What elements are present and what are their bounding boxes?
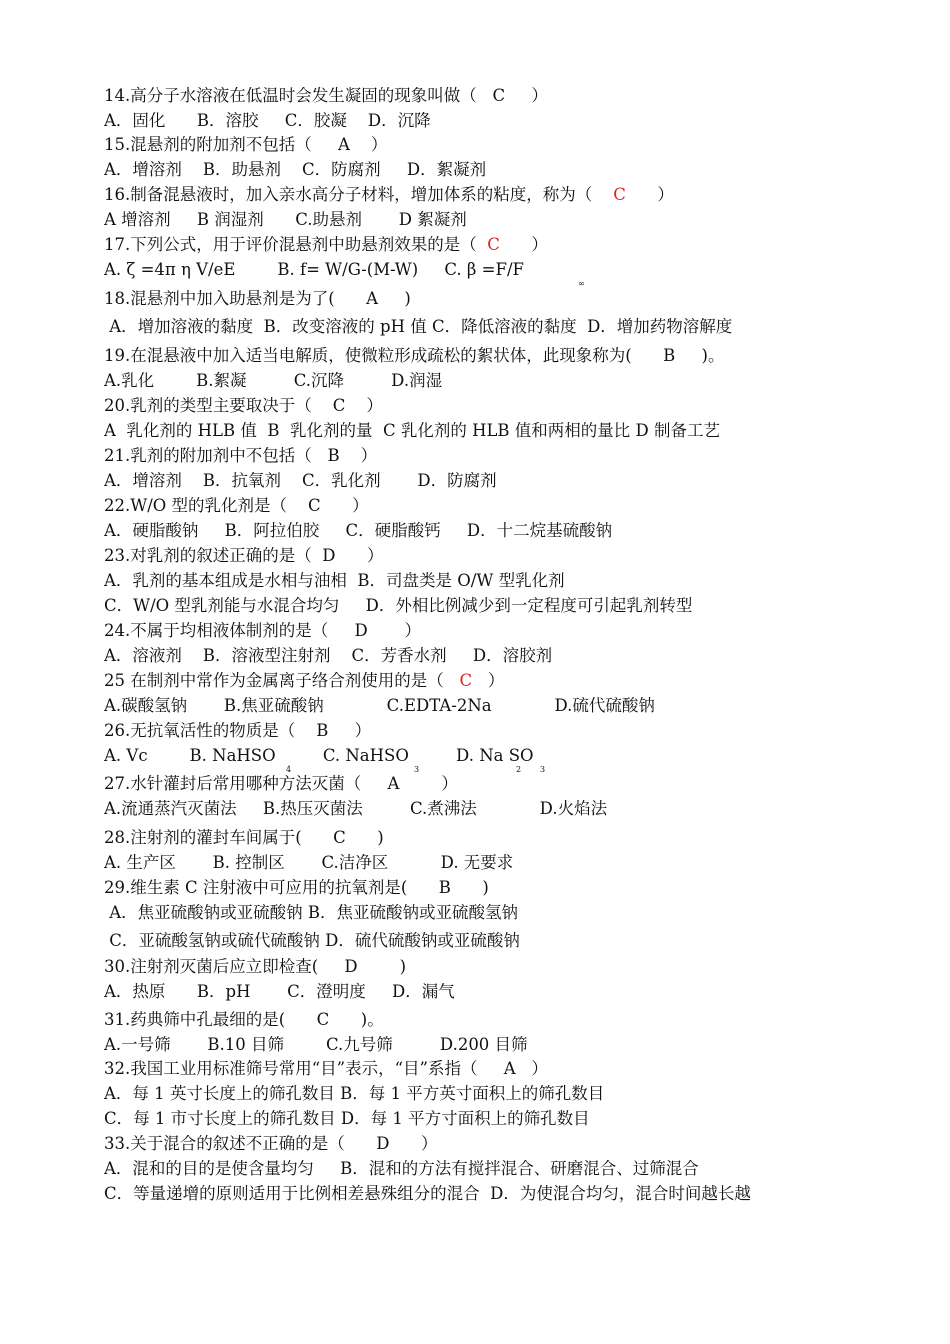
answer: C <box>308 496 321 515</box>
question-16-stem: 16.制备混悬液时，加入亲水高分子材料，增加体系的粘度，称为（ C ） <box>104 185 674 204</box>
question-18-stem: 18.混悬剂中加入助悬剂是为了( A ) <box>104 289 411 308</box>
question-31-stem: 31.药典筛中孔最细的是( C )。 <box>104 1010 384 1029</box>
question-19-options: A.乳化 B.絮凝 C.沉降 D.润湿 <box>104 371 443 390</box>
subscript-infinity: ∞ <box>578 279 585 288</box>
question-30-stem: 30.注射剂灭菌后应立即检查( D ) <box>104 957 407 976</box>
question-23-stem: 23.对乳剂的叙述正确的是（ D ） <box>104 546 384 565</box>
subscript-so4: 4 <box>286 765 292 774</box>
question-17-stem: 17.下列公式，用于评价混悬剂中助悬剂效果的是（ C ） <box>104 235 548 254</box>
question-32-options-ab: A．每 1 英寸长度上的筛孔数目 B．每 1 平方英寸面积上的筛孔数目 <box>104 1084 605 1103</box>
subscript-na2: 2 <box>516 765 522 774</box>
answer: D <box>322 546 336 565</box>
answer: C <box>487 235 500 254</box>
question-24-stem: 24.不属于均相液体制剂的是（ D ） <box>104 621 421 640</box>
question-14-stem: 14.高分子水溶液在低温时会发生凝固的现象叫做（ C ） <box>104 86 548 105</box>
question-32-options-cd: C．每 1 市寸长度上的筛孔数目 D．每 1 平方寸面积上的筛孔数目 <box>104 1109 590 1128</box>
answer: D <box>344 957 358 976</box>
question-32-stem: 32.我国工业用标准筛号常用“目”表示，“目”系指（ A ） <box>104 1059 548 1078</box>
question-16-options: A 增溶剂 B 润湿剂 C.助悬剂 D 絮凝剂 <box>104 210 467 229</box>
answer: A <box>503 1059 516 1078</box>
question-29-options-cd: C．亚硫酸氢钠或硫代硫酸钠 D．硫代硫酸钠或亚硫酸钠 <box>104 931 520 950</box>
answer: C <box>492 86 506 105</box>
answer: C <box>613 185 626 204</box>
question-14-options: A．固化 B．溶胶 C．胶凝 D．沉降 <box>104 111 431 130</box>
question-29-options-ab: A．焦亚硫酸钠或亚硫酸钠 B．焦亚硫酸钠或亚硫酸氢钠 <box>104 903 519 922</box>
question-31-options: A.一号筛 B.10 目筛 C.九号筛 D.200 目筛 <box>104 1035 528 1054</box>
question-28-options: A. 生产区 B. 控制区 C.洁净区 D. 无要求 <box>104 853 514 872</box>
question-22-stem: 22.W/O 型的乳化剂是（ C ） <box>104 496 369 515</box>
question-27-options: A.流通蒸汽灭菌法 B.热压灭菌法 C.煮沸法 D.火焰法 <box>104 799 608 818</box>
answer: B <box>316 721 329 740</box>
answer: D <box>354 621 368 640</box>
answer: A <box>337 135 350 154</box>
question-21-options: A．增溶剂 B．抗氧剂 C．乳化剂 D．防腐剂 <box>104 471 497 490</box>
answer: C <box>333 828 346 847</box>
question-24-options: A．溶液剂 B．溶液型注射剂 C．芳香水剂 D．溶胶剂 <box>104 646 553 665</box>
subscript-so3b: 3 <box>540 765 546 774</box>
question-33-stem: 33.关于混合的叙述不正确的是（ D ） <box>104 1134 438 1153</box>
question-15-stem: 15.混悬剂的附加剂不包括（ A ） <box>104 135 388 154</box>
answer: C <box>332 396 346 415</box>
answer: B <box>327 446 340 465</box>
question-17-options: A. ζ =4π η V/eE B. f= W/G-(M-W) C. β =F/F <box>104 260 524 279</box>
question-20-options: A 乳化剂的 HLB 值 B 乳化剂的量 C 乳化剂的 HLB 值和两相的量比 D 制备工艺 <box>104 421 721 440</box>
question-23-options-ab: A．乳剂的基本组成是水相与油相 B．司盘类是 O/W 型乳化剂 <box>104 571 565 590</box>
answer: B <box>438 878 451 897</box>
question-23-options-cd: C．W/O 型乳剂能与水混合均匀 D．外相比例减少到一定程度可引起乳剂转型 <box>104 596 693 615</box>
question-26-options: A. Vc B. NaHSO C. NaHSO D. Na SO <box>104 746 534 765</box>
question-30-options: A．热原 B．pH C．澄明度 D．漏气 <box>104 982 455 1001</box>
answer: A <box>387 774 400 793</box>
question-29-stem: 29.维生素 C 注射液中可应用的抗氧剂是( B ) <box>104 878 489 897</box>
question-33-options-cd: C．等量递增的原则适用于比例相差悬殊组分的混合 D．为使混合均匀，混合时间越长越 <box>104 1184 751 1203</box>
question-20-stem: 20.乳剂的类型主要取决于（ C ） <box>104 396 383 415</box>
question-27-stem: 27.水针灌封后常用哪种方法灭菌（ A ） <box>104 774 458 793</box>
question-22-options: A．硬脂酸钠 B．阿拉伯胶 C．硬脂酸钙 D．十二烷基硫酸钠 <box>104 521 613 540</box>
question-19-stem: 19.在混悬液中加入适当电解质，使微粒形成疏松的絮状体，此现象称为( B )。 <box>104 346 725 365</box>
question-33-options-ab: A．混和的目的是使含量均匀 B．混和的方法有搅拌混合、研磨混合、过筛混合 <box>104 1159 699 1178</box>
answer: A <box>366 289 379 308</box>
answer: C <box>316 1010 330 1029</box>
answer: C <box>459 671 473 690</box>
question-26-stem: 26.无抗氧活性的物质是（ B ） <box>104 721 372 740</box>
question-28-stem: 28.注射剂的灌封车间属于( C ) <box>104 828 384 847</box>
question-18-options: A．增加溶液的黏度 B．改变溶液的 pH 值 C．降低溶液的黏度 D．增加药物溶解度 <box>104 317 733 336</box>
question-15-options: A．增溶剂 B．助悬剂 C．防腐剂 D．絮凝剂 <box>104 160 487 179</box>
answer: B <box>663 346 676 365</box>
question-25-stem: 25 在制剂中常作为金属离子络合剂使用的是（ C ） <box>104 671 505 690</box>
subscript-so3: 3 <box>414 765 420 774</box>
answer: D <box>376 1134 390 1153</box>
question-25-options: A.碳酸氢钠 B.焦亚硫酸钠 C.EDTA-2Na D.硫代硫酸钠 <box>104 696 655 715</box>
question-21-stem: 21.乳剂的附加剂中不包括（ B ） <box>104 446 378 465</box>
